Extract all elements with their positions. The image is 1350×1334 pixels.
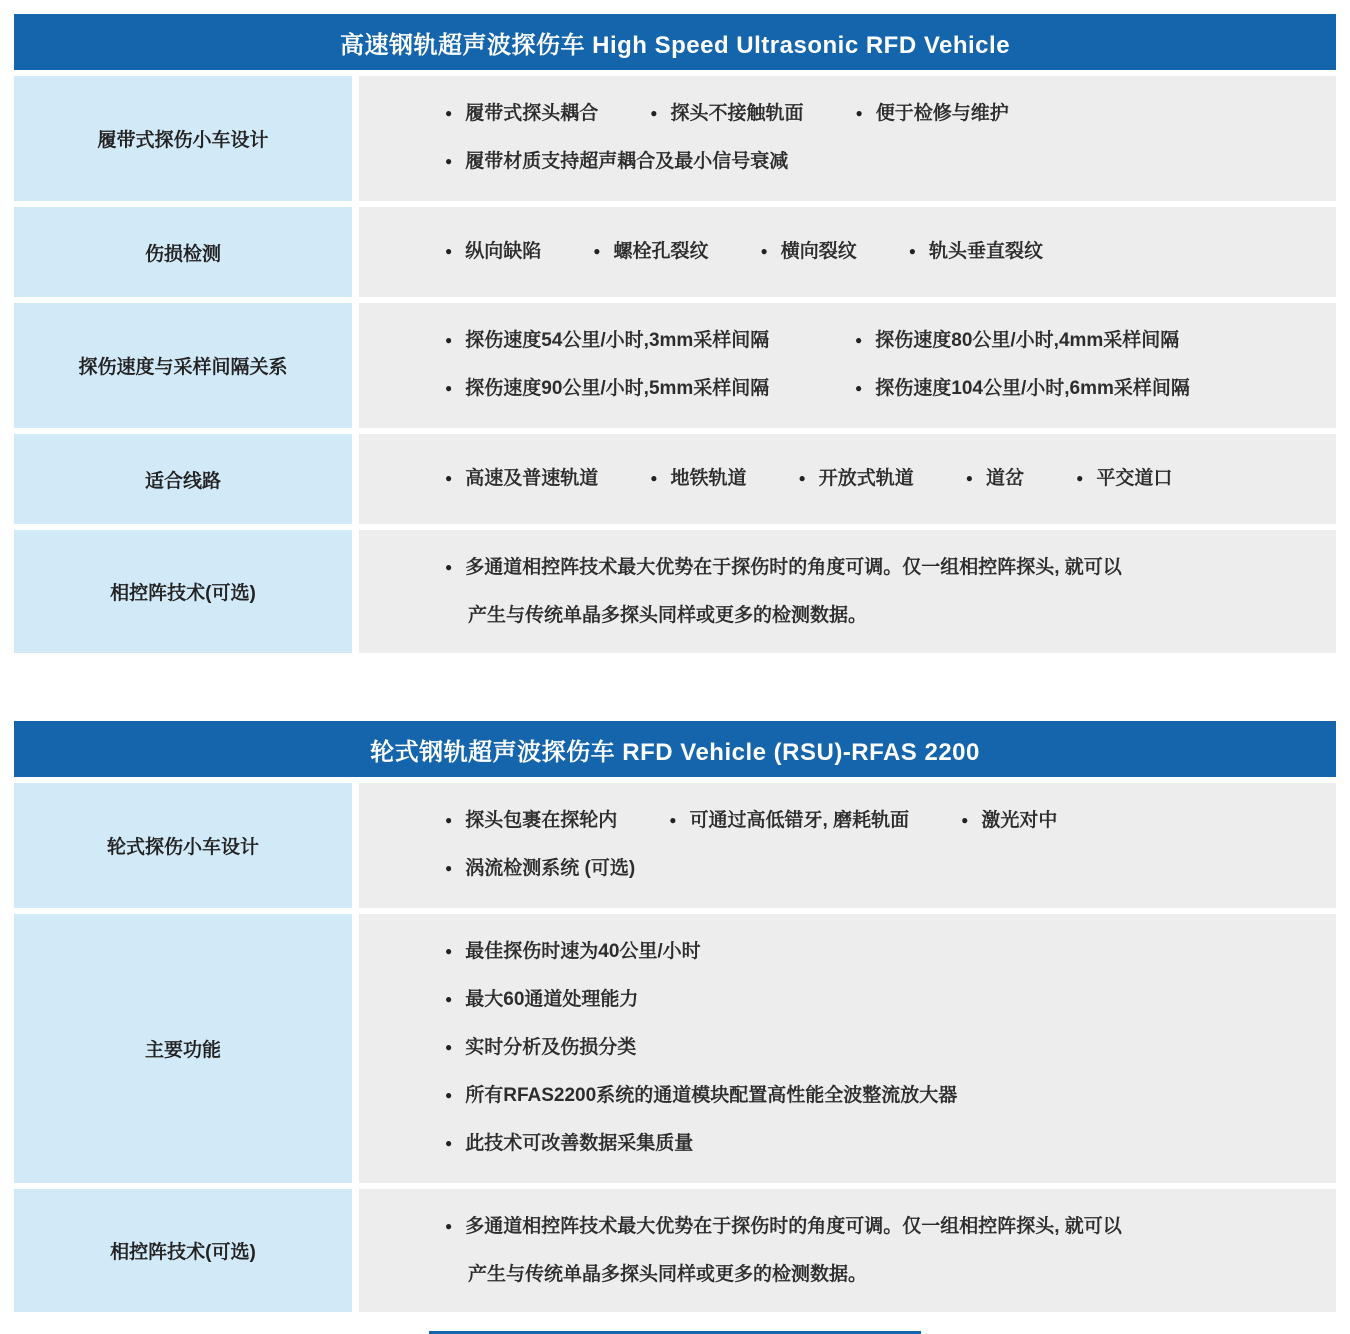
bullet-text: 激光对中: [981, 810, 1058, 831]
bullet-item: [856, 100, 1009, 129]
bullet-text: 探伤速度54公里/小时,3mm采样间隔: [465, 330, 770, 351]
table-high-speed-rfd-vehicle: [14, 14, 1336, 653]
bullet-item: [1076, 465, 1172, 494]
bullet-icon: ●: [445, 154, 453, 168]
bullet-text: 多通道相控阵技术最大优势在于探伤时的角度可调。仅一组相控阵探头, 就可以: [465, 1216, 1122, 1237]
bullet-text: 纵向缺陷: [465, 240, 542, 262]
bullet-icon: ●: [445, 106, 453, 120]
bullet-item: [445, 327, 855, 356]
bullet-icon: ●: [445, 992, 453, 1006]
bullet-text: 履带式探头耦合: [465, 103, 599, 124]
bullet-item: [855, 327, 1306, 356]
table-title: 高速钢轨超声波探伤车 High Speed Ultrasonic RFD Vehicle: [14, 14, 1336, 70]
table-rows: [14, 783, 1336, 1312]
bullet-item: [445, 938, 701, 967]
bullet-item: [650, 100, 803, 129]
content-line: [445, 238, 1306, 267]
bullet-text: 产生与传统单晶多探头同样或更多的检测数据。: [468, 605, 868, 626]
bullet-item: [445, 1034, 636, 1063]
bullet-item: [909, 238, 1043, 267]
bullet-icon: ●: [650, 470, 658, 485]
content-line: [445, 327, 1306, 356]
table-row: [14, 434, 1336, 524]
table-wheel-rfd-vehicle-rfas2200: [14, 721, 1336, 1312]
bullet-text: 多通道相控阵技术最大优势在于探伤时的角度可调。仅一组相控阵探头, 就可以: [465, 557, 1122, 578]
bullet-icon: ●: [965, 470, 974, 485]
content-line: [445, 602, 1306, 629]
bullet-text: 平交道口: [1096, 467, 1173, 489]
bullet-item: [445, 986, 638, 1015]
bullet-item: [445, 1213, 1122, 1242]
bullet-icon: ●: [650, 106, 658, 120]
row-content: [359, 207, 1336, 297]
bullet-text: 便于检修与维护: [875, 103, 1009, 124]
bullet-icon: ●: [445, 560, 453, 574]
bullet-text: 探伤速度80公里/小时,4mm采样间隔: [875, 330, 1180, 351]
bullet-icon: ●: [760, 243, 768, 258]
content-line: [445, 1034, 1306, 1063]
row-content: [359, 783, 1336, 908]
bullet-item: [761, 238, 857, 267]
bullet-icon: ●: [445, 861, 453, 875]
row-content: [359, 914, 1336, 1183]
bullet-icon: ●: [445, 381, 453, 395]
bullet-item: [445, 807, 617, 836]
bullet-text: 最大60通道处理能力: [465, 989, 639, 1010]
content-line: [445, 855, 1306, 884]
bullet-text: 探头不接触轨面: [670, 103, 804, 124]
bullet-text: 所有RFAS2200系统的通道模块配置高性能全波整流放大器: [465, 1085, 958, 1106]
bullet-item: [445, 602, 867, 629]
bullet-item: [445, 100, 598, 129]
bullet-text: 履带材质支持超声耦合及最小信号衰减: [465, 151, 789, 172]
row-content: [359, 434, 1336, 524]
row-label: 相控阵技术(可选): [14, 530, 352, 653]
bullet-text: 地铁轨道: [670, 467, 747, 489]
row-content: [359, 303, 1336, 428]
row-label: 适合线路: [14, 434, 352, 524]
bullet-text: 涡流检测系统 (可选): [465, 858, 636, 879]
bullet-item: [855, 375, 1306, 404]
bullet-icon: ●: [445, 470, 453, 485]
table-row: [14, 76, 1336, 201]
bullet-item: [966, 465, 1024, 494]
content-line: [445, 1130, 1306, 1159]
bullet-icon: ●: [855, 106, 863, 120]
bullet-item: [445, 1082, 957, 1111]
bullet-text: 开放式轨道: [818, 467, 914, 489]
table-row: [14, 303, 1336, 428]
bullet-icon: ●: [445, 1040, 453, 1054]
bullet-icon: ●: [445, 944, 453, 958]
bullet-item: [961, 807, 1057, 836]
content-line: [445, 938, 1306, 967]
content-line: [445, 465, 1306, 494]
table-row: [14, 914, 1336, 1183]
bullet-text: 道岔: [986, 467, 1025, 489]
row-label: 履带式探伤小车设计: [14, 76, 352, 201]
bullet-icon: ●: [855, 381, 863, 395]
bullet-text: 探头包裹在探轮内: [465, 810, 618, 831]
table-row: [14, 530, 1336, 653]
bullet-icon: ●: [1076, 470, 1084, 485]
bullet-item: [445, 1261, 867, 1288]
bullet-text: 探伤速度90公里/小时,5mm采样间隔: [465, 378, 770, 399]
bullet-item: [669, 807, 909, 836]
content-line: [445, 807, 1306, 836]
table-title: 轮式钢轨超声波探伤车 RFD Vehicle (RSU)-RFAS 2200: [14, 721, 1336, 777]
bullet-icon: ●: [445, 813, 453, 827]
table-rows: [14, 76, 1336, 653]
table-row: [14, 207, 1336, 297]
bullet-item: [445, 238, 541, 267]
bullet-icon: ●: [855, 333, 863, 347]
bullet-item: [799, 465, 914, 494]
row-content: [359, 530, 1336, 653]
bullet-icon: ●: [445, 243, 453, 258]
content-line: [445, 986, 1306, 1015]
bullet-icon: ●: [961, 813, 969, 827]
bullet-text: 产生与传统单晶多探头同样或更多的检测数据。: [468, 1264, 868, 1285]
row-label: 伤损检测: [14, 207, 352, 297]
row-label: 轮式探伤小车设计: [14, 783, 352, 908]
bullet-item: [650, 465, 746, 494]
bullet-icon: ●: [798, 470, 806, 485]
row-label: 主要功能: [14, 914, 352, 1183]
bullet-item: [445, 148, 788, 177]
row-content: [359, 1189, 1336, 1312]
content-line: [445, 148, 1306, 177]
bullet-item: [445, 1130, 693, 1159]
bullet-text: 探伤速度104公里/小时,6mm采样间隔: [875, 378, 1190, 399]
table-row: [14, 1189, 1336, 1312]
bullet-text: 可通过高低错牙, 磨耗轨面: [689, 810, 910, 831]
bullet-item: [445, 465, 598, 494]
bullet-item: [593, 238, 708, 267]
bullet-icon: ●: [445, 333, 453, 347]
bullet-text: 螺栓孔裂纹: [613, 240, 709, 262]
bullet-text: 此技术可改善数据采集质量: [465, 1133, 694, 1154]
content-line: [445, 1213, 1306, 1242]
bullet-item: [445, 554, 1122, 583]
bullet-icon: ●: [445, 1136, 453, 1150]
content-line: [445, 1082, 1306, 1111]
bullet-text: 轨头垂直裂纹: [929, 240, 1044, 262]
bullet-item: [445, 855, 635, 884]
bullet-icon: ●: [445, 1219, 453, 1233]
row-content: [359, 76, 1336, 201]
content-line: [445, 100, 1306, 129]
content-line: [445, 1261, 1306, 1288]
row-label: 相控阵技术(可选): [14, 1189, 352, 1312]
bullet-text: 实时分析及伤损分类: [465, 1037, 637, 1058]
row-label: 探伤速度与采样间隔关系: [14, 303, 352, 428]
bullet-text: 横向裂纹: [780, 240, 857, 262]
bullet-text: 高速及普速轨道: [465, 467, 599, 489]
table-row: [14, 783, 1336, 908]
bullet-item: [445, 375, 855, 404]
content-line: [445, 375, 1306, 404]
content-line: [445, 554, 1306, 583]
bullet-icon: ●: [908, 243, 917, 258]
bullet-text: 最佳探伤时速为40公里/小时: [465, 941, 701, 962]
bullet-icon: ●: [593, 243, 601, 258]
bullet-icon: ●: [445, 1088, 453, 1102]
bullet-icon: ●: [669, 813, 677, 827]
